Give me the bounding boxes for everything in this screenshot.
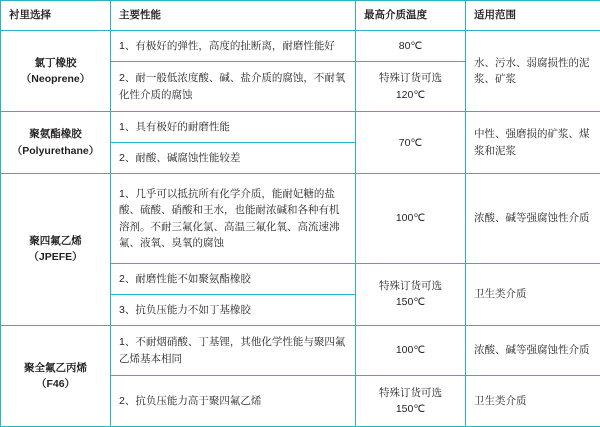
performance-cell: 2、抗负压能力高于聚四氟乙烯 xyxy=(111,376,356,427)
material-name: 聚全氟乙丙烯 xyxy=(24,361,87,374)
material-subname: （Neoprene） xyxy=(20,73,91,86)
temperature-value: 100℃ xyxy=(395,212,426,225)
material-name: 氯丁橡胶 xyxy=(34,56,77,69)
performance-cell: 2、耐磨性能不如聚氨酯橡胶 xyxy=(111,264,356,295)
temperature-value: 150℃ xyxy=(395,403,426,416)
material-cell-polyurethane xyxy=(1,112,111,174)
temperature-value: 100℃ xyxy=(395,344,426,357)
table-header xyxy=(1,1,600,31)
temperature-value: 70℃ xyxy=(398,136,423,149)
table-row xyxy=(1,325,600,376)
temperature-value: 80℃ xyxy=(398,39,423,52)
temperature-note: 特殊订货可选 xyxy=(379,386,442,399)
performance-cell: 1、具有极好的耐磨性能 xyxy=(111,112,356,143)
temperature-cell xyxy=(356,264,466,326)
material-subname: （Polyurethane） xyxy=(11,144,100,157)
column-header-max-temperature: 最高介质温度 xyxy=(356,1,466,31)
table-row xyxy=(1,112,600,143)
performance-cell: 3、抗负压能力不如丁基橡胶 xyxy=(111,294,356,325)
temperature-cell xyxy=(356,173,466,263)
scope-cell: 卫生类介质 xyxy=(466,376,600,427)
scope-cell: 卫生类介质 xyxy=(466,264,600,326)
column-header-lining: 衬里选择 xyxy=(1,1,111,31)
performance-cell: 1、有极好的弹性，高度的扯断离，耐磨性能好 xyxy=(111,31,356,62)
table-body xyxy=(1,31,600,427)
table-row xyxy=(1,31,600,62)
temperature-cell xyxy=(356,376,466,427)
scope-cell: 浓酸、碱等强腐蚀性介质 xyxy=(466,325,600,376)
temperature-cell xyxy=(356,61,466,112)
performance-cell: 1、不耐烟硝酸、丁基锂，其他化学性能与聚四氟乙烯基本相同 xyxy=(111,325,356,376)
temperature-note: 特殊订货可选 xyxy=(379,72,442,85)
temperature-value: 150℃ xyxy=(395,296,426,309)
temperature-value: 120℃ xyxy=(395,88,426,101)
temperature-cell xyxy=(356,31,466,62)
temperature-cell xyxy=(356,325,466,376)
performance-cell: 1、几乎可以抵抗所有化学介质，能耐妃糖的盐酸、硫酸、硝酸和王水，也能耐浓碱和各种有机溶剂。不耐三氟化氯、高温三氟化氧、高流速沸氟、液氧、臭氧的腐蚀 xyxy=(111,173,356,263)
scope-cell: 水、污水、弱腐损性的泥浆、矿浆 xyxy=(466,31,600,112)
material-subname: （F46） xyxy=(35,377,76,390)
column-header-application-scope: 适用范围 xyxy=(466,1,600,31)
material-name: 聚四氟乙烯 xyxy=(29,235,82,248)
temperature-note: 特殊订货可选 xyxy=(379,280,442,293)
scope-cell: 浓酸、碱等强腐蚀性介质 xyxy=(466,173,600,263)
performance-cell: 2、耐一般低浓度酸、碱、盐介质的腐蚀，不耐氧化性介质的腐蚀 xyxy=(111,61,356,112)
performance-cell: 2、耐酸、碱腐蚀性能较差 xyxy=(111,143,356,174)
material-cell-fep xyxy=(1,325,111,426)
column-header-performance: 主要性能 xyxy=(111,1,356,31)
header-row xyxy=(1,1,600,31)
table-row xyxy=(1,173,600,263)
material-cell-neoprene xyxy=(1,31,111,112)
material-subname: （JPEFE） xyxy=(28,251,83,264)
temperature-cell xyxy=(356,112,466,174)
scope-cell: 中性、强磨损的矿浆、煤浆和泥浆 xyxy=(466,112,600,174)
material-cell-ptfe xyxy=(1,173,111,325)
material-name: 聚氨酯橡胶 xyxy=(29,128,82,141)
